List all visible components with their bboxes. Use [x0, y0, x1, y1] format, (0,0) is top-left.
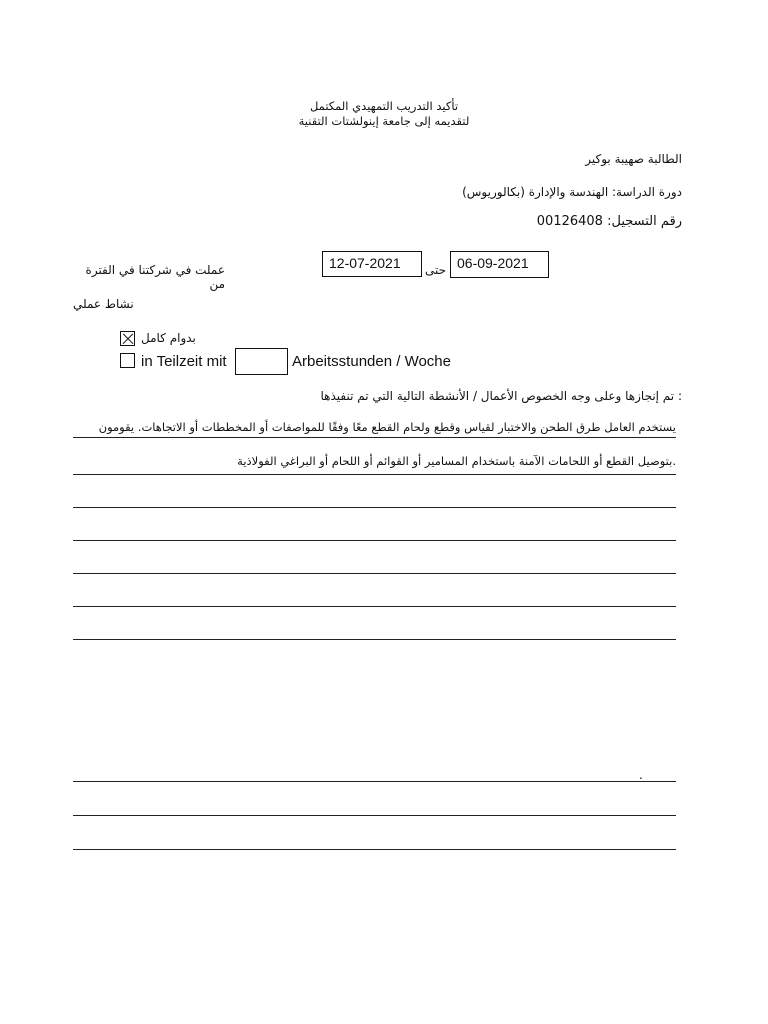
worked-period-label: عملت في شركتنا في الفترة من — [85, 263, 225, 291]
activity-label: نشاط عملي — [73, 297, 134, 311]
writing-line — [73, 474, 676, 475]
writing-line — [73, 540, 676, 541]
part-time-checkbox[interactable] — [120, 353, 135, 368]
writing-line — [73, 815, 676, 816]
writing-line — [73, 781, 676, 782]
part-time-prefix: in Teilzeit mit — [141, 353, 227, 370]
writing-line — [73, 639, 676, 640]
writing-line — [73, 849, 676, 850]
registration-number: 00126408 :رقم التسجيل — [536, 214, 682, 229]
task-text-line-2: .بتوصيل القطع أو اللحامات الآمنة باستخدام المسامير أو القوائم أو اللحام أو البراغي الفولاذية — [237, 454, 676, 468]
writing-line — [73, 606, 676, 607]
part-time-hours-field[interactable] — [235, 348, 288, 375]
line-dot: . — [639, 768, 643, 782]
to-date-field[interactable]: 06-09-2021 — [450, 251, 549, 278]
from-date-field[interactable]: 12-07-2021 — [322, 251, 422, 277]
writing-line — [73, 507, 676, 508]
full-time-label: بدوام كامل — [141, 331, 196, 345]
student-name: الطالبة صهيبة بوكير — [585, 152, 682, 166]
task-text-line-1: يستخدم العامل طرق الطحن والاختبار لقياس وقطع ولحام القطع معًا وفقًا للمواصفات أو المخططات أو الاتجاهات. يقومون — [98, 420, 676, 434]
tasks-intro: : تم إنجازها وعلى وجه الخصوص الأعمال / الأنشطة التالية التي تم تنفيذها — [320, 389, 682, 403]
until-label: حتى — [425, 263, 447, 277]
document-title: تأكيد التدريب التمهيدي المكتمل — [309, 99, 459, 113]
part-time-suffix: Arbeitsstunden / Woche — [292, 353, 451, 370]
course-of-study: دورة الدراسة: الهندسة والإدارة (بكالوريوس) — [462, 185, 682, 199]
writing-line — [73, 437, 676, 438]
full-time-checkbox[interactable] — [120, 331, 135, 346]
document-subtitle: لتقديمه إلى جامعة إينولشتات التقنية — [298, 114, 470, 128]
writing-line — [73, 573, 676, 574]
